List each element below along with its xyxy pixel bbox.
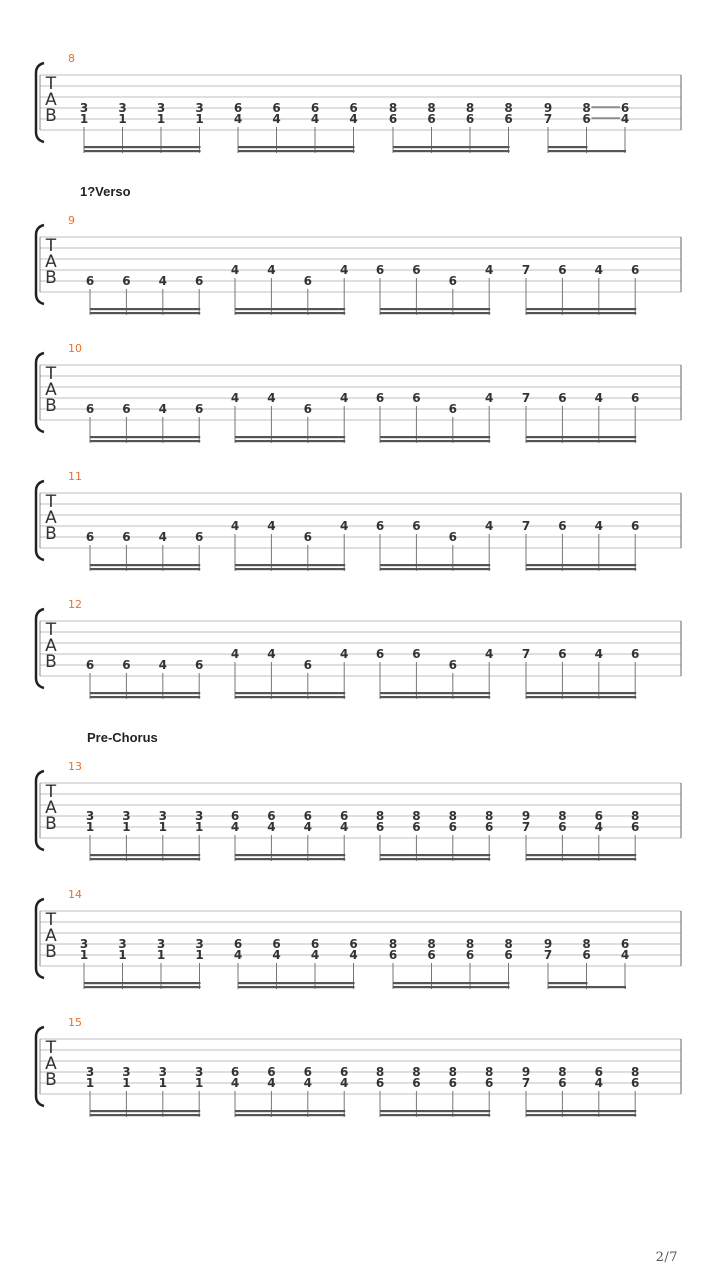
fret-number: 6 <box>412 519 421 533</box>
tab-clef-letter: T <box>45 74 57 94</box>
fret-number: 4 <box>267 391 276 405</box>
fret-number: 6 <box>267 809 276 823</box>
fret-number: 1 <box>122 820 131 834</box>
beam-secondary <box>393 982 510 984</box>
fret-number: 4 <box>230 263 240 277</box>
fret-number: 7 <box>521 391 531 405</box>
fret-number: 6 <box>303 530 312 544</box>
beam-primary <box>393 986 510 988</box>
beam-primary <box>380 568 490 570</box>
fret-number: 4 <box>267 263 276 277</box>
fret-number: 3 <box>122 1065 131 1079</box>
tab-clef-letter: T <box>45 782 57 802</box>
fret-number: 4 <box>485 519 494 533</box>
fret-number: 4 <box>594 1076 603 1090</box>
fret-number: 6 <box>620 101 630 115</box>
fret-number: 1 <box>195 820 204 834</box>
fret-number: 6 <box>122 274 131 288</box>
fret-number: 6 <box>195 402 204 416</box>
beam-secondary <box>526 308 636 310</box>
beam-secondary <box>90 1110 200 1112</box>
fret-number: 8 <box>582 101 591 115</box>
fret-number: 1 <box>195 112 204 126</box>
fret-number: 3 <box>156 937 166 951</box>
fret-number: 6 <box>412 647 421 661</box>
beam-primary <box>526 858 636 860</box>
section-label: Pre-Chorus <box>87 730 158 745</box>
fret-number: 3 <box>118 937 127 951</box>
fret-number: 6 <box>412 1076 421 1090</box>
measure-number: 15 <box>68 1016 82 1029</box>
fret-number: 6 <box>631 820 640 834</box>
fret-number: 6 <box>195 658 204 672</box>
fret-number: 6 <box>412 391 421 405</box>
fret-number: 6 <box>272 101 281 115</box>
fret-number: 1 <box>158 820 167 834</box>
fret-number: 4 <box>230 391 240 405</box>
fret-number: 6 <box>620 937 630 951</box>
fret-number: 6 <box>85 658 95 672</box>
beam-primary <box>380 440 490 442</box>
fret-number: 7 <box>543 112 553 126</box>
fret-number: 4 <box>340 647 349 661</box>
tab-clef-letter: B <box>45 1070 57 1090</box>
fret-number: 6 <box>349 937 358 951</box>
fret-number: 1 <box>79 112 89 126</box>
fret-number: 4 <box>233 112 243 126</box>
beam-primary <box>548 986 626 988</box>
fret-number: 6 <box>310 101 320 115</box>
fret-number: 4 <box>272 112 281 126</box>
fret-number: 8 <box>504 937 513 951</box>
fret-number: 6 <box>303 402 312 416</box>
tab-clef-letter: A <box>45 90 57 110</box>
beam-secondary <box>526 436 636 438</box>
tab-clef-letter: T <box>45 620 57 640</box>
beam-primary <box>526 440 636 442</box>
beam-secondary <box>90 564 200 566</box>
measure-number: 9 <box>68 214 75 227</box>
tab-clef-letter: A <box>45 636 57 656</box>
fret-number: 4 <box>349 112 358 126</box>
fret-number: 4 <box>340 391 349 405</box>
fret-number: 8 <box>375 809 385 823</box>
fret-number: 7 <box>521 263 531 277</box>
fret-number: 6 <box>233 937 243 951</box>
fret-number: 6 <box>233 101 243 115</box>
beam-secondary <box>235 308 345 310</box>
fret-number: 4 <box>303 820 312 834</box>
beam-primary <box>526 696 636 698</box>
fret-number: 8 <box>465 101 475 115</box>
tab-clef-letter: A <box>45 508 57 528</box>
fret-number: 1 <box>118 948 127 962</box>
fret-number: 8 <box>631 809 640 823</box>
tab-clef-letter: B <box>45 814 57 834</box>
fret-number: 3 <box>156 101 166 115</box>
fret-number: 4 <box>594 647 603 661</box>
fret-number: 6 <box>558 1076 567 1090</box>
fret-number: 1 <box>195 948 204 962</box>
fret-number: 6 <box>448 1076 457 1090</box>
fret-number: 4 <box>158 402 167 416</box>
fret-number: 8 <box>631 1065 640 1079</box>
beam-primary <box>526 1114 636 1116</box>
fret-number: 3 <box>118 101 127 115</box>
fret-number: 7 <box>521 1076 531 1090</box>
tab-clef-letter: B <box>45 524 57 544</box>
fret-number: 4 <box>485 391 494 405</box>
fret-number: 3 <box>85 1065 95 1079</box>
tab-clef-letter: T <box>45 910 57 930</box>
beam-primary <box>380 312 490 314</box>
fret-number: 4 <box>620 948 630 962</box>
fret-number: 6 <box>448 658 457 672</box>
fret-number: 6 <box>303 809 312 823</box>
tab-clef-letter: T <box>45 364 57 384</box>
fret-number: 8 <box>412 809 421 823</box>
fret-number: 6 <box>340 809 349 823</box>
tab-clef-letter: B <box>45 106 57 126</box>
beam-primary <box>526 312 636 314</box>
fret-number: 4 <box>267 820 276 834</box>
fret-number: 8 <box>465 937 475 951</box>
fret-number: 6 <box>631 1076 640 1090</box>
fret-number: 4 <box>267 519 276 533</box>
tab-clef-letter: A <box>45 380 57 400</box>
fret-number: 4 <box>340 1076 349 1090</box>
fret-number: 6 <box>485 1076 494 1090</box>
fret-number: 1 <box>118 112 127 126</box>
fret-number: 6 <box>582 112 591 126</box>
tab-clef-letter: B <box>45 652 57 672</box>
fret-number: 6 <box>558 263 567 277</box>
beam-secondary <box>90 692 200 694</box>
fret-number: 8 <box>448 1065 457 1079</box>
tab-clef-letter: B <box>45 396 57 416</box>
measure-number: 10 <box>68 342 82 355</box>
fret-number: 9 <box>543 101 553 115</box>
fret-number: 1 <box>156 948 166 962</box>
fret-number: 4 <box>310 112 320 126</box>
fret-number: 8 <box>427 937 436 951</box>
fret-number: 6 <box>85 530 95 544</box>
fret-number: 6 <box>349 101 358 115</box>
fret-number: 4 <box>594 391 603 405</box>
beam-secondary <box>380 436 490 438</box>
beam-primary <box>238 986 355 988</box>
fret-number: 3 <box>79 101 89 115</box>
fret-number: 6 <box>594 1065 603 1079</box>
fret-number: 4 <box>272 948 281 962</box>
beam-primary <box>90 312 200 314</box>
fret-number: 4 <box>485 647 494 661</box>
beam-primary <box>235 440 345 442</box>
fret-number: 4 <box>340 519 349 533</box>
beam-secondary <box>526 854 636 856</box>
fret-number: 4 <box>158 274 167 288</box>
tab-clef-letter: T <box>45 236 57 256</box>
fret-number: 4 <box>267 1076 276 1090</box>
beam-primary <box>526 568 636 570</box>
fret-number: 6 <box>448 820 457 834</box>
beam-secondary <box>235 564 345 566</box>
fret-number: 6 <box>582 948 591 962</box>
fret-number: 4 <box>340 820 349 834</box>
fret-number: 6 <box>448 530 457 544</box>
fret-number: 6 <box>465 112 475 126</box>
beam-secondary <box>548 982 588 984</box>
fret-number: 6 <box>504 948 513 962</box>
fret-number: 7 <box>521 820 531 834</box>
beam-secondary <box>84 982 201 984</box>
beam-primary <box>380 858 490 860</box>
beam-primary <box>90 568 200 570</box>
beam-secondary <box>84 146 201 148</box>
beam-secondary <box>380 692 490 694</box>
fret-number: 6 <box>465 948 475 962</box>
fret-number: 6 <box>375 820 385 834</box>
fret-number: 8 <box>558 1065 567 1079</box>
fret-number: 8 <box>388 937 398 951</box>
beam-secondary <box>90 854 200 856</box>
fret-number: 3 <box>195 1065 204 1079</box>
beam-primary <box>90 1114 200 1116</box>
fret-number: 4 <box>230 820 240 834</box>
fret-number: 6 <box>448 402 457 416</box>
fret-number: 9 <box>543 937 553 951</box>
fret-number: 3 <box>195 809 204 823</box>
fret-number: 1 <box>122 1076 131 1090</box>
fret-number: 4 <box>594 820 603 834</box>
fret-number: 6 <box>310 937 320 951</box>
fret-number: 6 <box>230 1065 240 1079</box>
measure-number: 13 <box>68 760 82 773</box>
fret-number: 4 <box>230 519 240 533</box>
fret-number: 6 <box>375 519 385 533</box>
fret-number: 1 <box>158 1076 167 1090</box>
beam-secondary <box>238 982 355 984</box>
fret-number: 8 <box>427 101 436 115</box>
fret-number: 6 <box>85 274 95 288</box>
beam-primary <box>90 440 200 442</box>
beam-primary <box>235 568 345 570</box>
beam-secondary <box>235 692 345 694</box>
beam-secondary <box>548 146 588 148</box>
tab-clef-letter: A <box>45 1054 57 1074</box>
beam-primary <box>90 858 200 860</box>
fret-number: 6 <box>594 809 603 823</box>
fret-number: 8 <box>412 1065 421 1079</box>
measure-number: 11 <box>68 470 82 483</box>
tab-clef-letter: A <box>45 798 57 818</box>
beam-primary <box>84 986 201 988</box>
fret-number: 6 <box>631 647 640 661</box>
fret-number: 6 <box>303 1065 312 1079</box>
beam-primary <box>84 150 201 152</box>
fret-number: 3 <box>195 101 204 115</box>
fret-number: 4 <box>158 530 167 544</box>
fret-number: 6 <box>195 530 204 544</box>
fret-number: 4 <box>594 263 603 277</box>
fret-number: 6 <box>122 530 131 544</box>
beam-primary <box>238 150 355 152</box>
fret-number: 3 <box>122 809 131 823</box>
fret-number: 6 <box>122 402 131 416</box>
fret-number: 7 <box>543 948 553 962</box>
beam-primary <box>380 1114 490 1116</box>
fret-number: 1 <box>156 112 166 126</box>
fret-number: 1 <box>85 820 95 834</box>
fret-number: 6 <box>388 112 398 126</box>
beam-primary <box>235 312 345 314</box>
beam-secondary <box>235 1110 345 1112</box>
beam-secondary <box>380 854 490 856</box>
fret-number: 7 <box>521 519 531 533</box>
fret-number: 6 <box>230 809 240 823</box>
fret-number: 6 <box>340 1065 349 1079</box>
beam-primary <box>235 858 345 860</box>
fret-number: 4 <box>340 263 349 277</box>
fret-number: 6 <box>388 948 398 962</box>
fret-number: 6 <box>375 647 385 661</box>
fret-number: 6 <box>375 391 385 405</box>
beam-primary <box>235 1114 345 1116</box>
fret-number: 6 <box>631 391 640 405</box>
fret-number: 6 <box>427 112 436 126</box>
fret-number: 4 <box>230 647 240 661</box>
fret-number: 8 <box>485 809 494 823</box>
fret-number: 1 <box>79 948 89 962</box>
fret-number: 6 <box>412 820 421 834</box>
fret-number: 4 <box>158 658 167 672</box>
fret-number: 6 <box>558 820 567 834</box>
fret-number: 6 <box>558 391 567 405</box>
beam-primary <box>235 696 345 698</box>
tab-clef-letter: T <box>45 492 57 512</box>
fret-number: 6 <box>375 263 385 277</box>
beam-secondary <box>526 564 636 566</box>
fret-number: 9 <box>521 809 531 823</box>
fret-number: 3 <box>85 809 95 823</box>
fret-number: 4 <box>310 948 320 962</box>
beam-secondary <box>380 1110 490 1112</box>
fret-number: 6 <box>631 263 640 277</box>
beam-secondary <box>526 1110 636 1112</box>
measure-number: 8 <box>68 52 75 65</box>
beam-secondary <box>393 146 510 148</box>
fret-number: 4 <box>349 948 358 962</box>
beam-primary <box>90 696 200 698</box>
section-label: 1?Verso <box>80 184 131 199</box>
fret-number: 8 <box>582 937 591 951</box>
fret-number: 4 <box>485 263 494 277</box>
fret-number: 8 <box>558 809 567 823</box>
beam-secondary <box>238 146 355 148</box>
fret-number: 6 <box>558 519 567 533</box>
fret-number: 4 <box>267 647 276 661</box>
measure-number: 12 <box>68 598 82 611</box>
fret-number: 6 <box>267 1065 276 1079</box>
beam-secondary <box>380 564 490 566</box>
tab-clef-letter: B <box>45 942 57 962</box>
fret-number: 4 <box>233 948 243 962</box>
fret-number: 3 <box>195 937 204 951</box>
beam-secondary <box>526 692 636 694</box>
fret-number: 4 <box>303 1076 312 1090</box>
fret-number: 6 <box>412 263 421 277</box>
page-number: 2/7 <box>655 1250 678 1265</box>
beam-secondary <box>235 436 345 438</box>
fret-number: 6 <box>427 948 436 962</box>
fret-number: 8 <box>388 101 398 115</box>
fret-number: 6 <box>195 274 204 288</box>
fret-number: 4 <box>594 519 603 533</box>
fret-number: 6 <box>122 658 131 672</box>
fret-number: 3 <box>158 1065 167 1079</box>
fret-number: 7 <box>521 647 531 661</box>
fret-number: 8 <box>485 1065 494 1079</box>
fret-number: 6 <box>85 402 95 416</box>
beam-primary <box>393 150 510 152</box>
fret-number: 1 <box>85 1076 95 1090</box>
beam-primary <box>548 150 626 152</box>
fret-number: 8 <box>448 809 457 823</box>
fret-number: 3 <box>79 937 89 951</box>
tab-clef-letter: B <box>45 268 57 288</box>
fret-number: 6 <box>631 519 640 533</box>
fret-number: 6 <box>504 112 513 126</box>
fret-number: 8 <box>375 1065 385 1079</box>
tab-clef-letter: T <box>45 1038 57 1058</box>
fret-number: 6 <box>303 658 312 672</box>
beam-secondary <box>90 436 200 438</box>
fret-number: 6 <box>485 820 494 834</box>
fret-number: 4 <box>620 112 630 126</box>
fret-number: 8 <box>504 101 513 115</box>
fret-number: 6 <box>375 1076 385 1090</box>
tab-clef-letter: A <box>45 252 57 272</box>
tab-clef-letter: A <box>45 926 57 946</box>
beam-secondary <box>90 308 200 310</box>
beam-primary <box>380 696 490 698</box>
fret-number: 3 <box>158 809 167 823</box>
fret-number: 1 <box>195 1076 204 1090</box>
beam-secondary <box>235 854 345 856</box>
beam-secondary <box>380 308 490 310</box>
fret-number: 6 <box>448 274 457 288</box>
measure-number: 14 <box>68 888 82 901</box>
fret-number: 4 <box>230 1076 240 1090</box>
fret-number: 9 <box>521 1065 531 1079</box>
fret-number: 6 <box>303 274 312 288</box>
fret-number: 6 <box>272 937 281 951</box>
fret-number: 6 <box>558 647 567 661</box>
